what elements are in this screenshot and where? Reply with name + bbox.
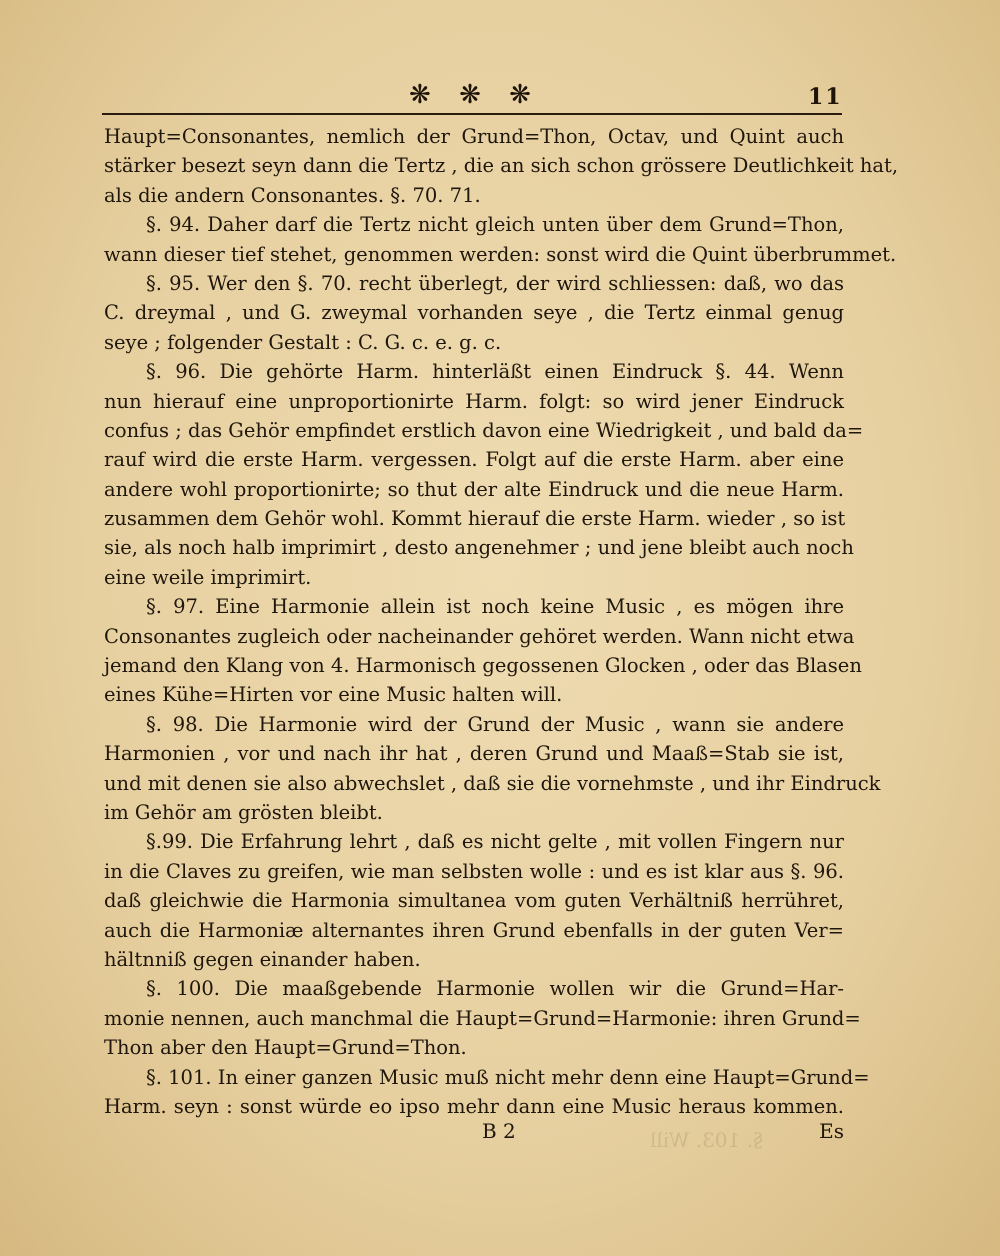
signature-mark: B 2	[482, 1119, 516, 1143]
paragraph-99-start: §.99. Die Erfahrung lehrt , daß es nicht gelte , mit vollen Fingern nur	[146, 830, 844, 854]
text-line: wann dieser tief stehet, genommen werden: sonst wird die Quint überbrummet.	[104, 242, 897, 266]
text-line: auch die Harmoniæ alternantes ihren Grund ebenfalls in der guten Ver=	[104, 918, 844, 942]
paragraph-101-start: §. 101. In einer ganzen Music muß nicht mehr denn eine Haupt=Grund=	[146, 1065, 870, 1089]
paragraph-100-start: §. 100. Die maaßgebende Harmonie wollen wir die Grund=Har-	[146, 977, 844, 1001]
text-line: stärker besezt seyn dann die Tertz , die an sich schon grössere Deutlichkeit hat,	[104, 154, 899, 178]
text-line: als die andern Consonantes. §. 70. 71.	[104, 183, 481, 207]
text-line: und mit denen sie also abwechslet , daß sie die vornehmste , und ihr Eindruck	[104, 771, 881, 795]
paragraph-94-start: §. 94. Daher darf die Tertz nicht gleich unten über dem Grund=Thon,	[146, 213, 844, 237]
header-rule	[102, 113, 842, 115]
text-line: Haupt=Consonantes, nemlich der Grund=Thon, Octav, und Quint auch	[104, 125, 844, 148]
text-line: zusammen dem Gehör wohl. Kommt hierauf die erste Harm. wieder , so ist	[104, 507, 846, 531]
text-line: im Gehör am grösten bleibt.	[104, 800, 383, 824]
text-line: eines Kühe=Hirten vor eine Music halten will.	[104, 683, 563, 707]
text-line: in die Claves zu greifen, wie man selbsten wolle : und es ist klar aus §. 96.	[104, 859, 844, 883]
text-line: confus ; das Gehör empfindet erstlich davon eine Wiedrigkeit , und bald da=	[104, 418, 864, 442]
text-line: Thon aber den Haupt=Grund=Thon.	[104, 1036, 467, 1060]
bleedthrough-text: §. 103. Will	[650, 1128, 763, 1152]
text-line: seye ; folgender Gestalt : C. G. c. e. g. c.	[104, 330, 502, 354]
paragraph-95-start: §. 95. Wer den §. 70. recht überlegt, der wird schliessen: daß, wo das	[146, 271, 844, 295]
text-line: sie, als noch halb imprimirt , desto angenehmer ; und jene bleibt auch noch	[104, 536, 854, 560]
header-ornament: ❋ ❋ ❋	[409, 80, 541, 110]
paragraph-98-start: §. 98. Die Harmonie wird der Grund der Music , wann sie andere	[146, 712, 844, 736]
text-line: andere wohl proportionirte; so thut der alte Eindruck und die neue Harm.	[104, 477, 844, 501]
text-line: hältnniß gegen einander haben.	[104, 947, 421, 971]
text-line: Consonantes zugleich oder nacheinander gehöret werden. Wann nicht etwa	[104, 624, 855, 648]
text-line: eine weile imprimirt.	[104, 565, 312, 589]
text-line: Harmonien , vor und nach ihr hat , deren Grund und Maaß=Stab sie ist,	[104, 742, 844, 766]
text-line: C. dreymal , und G. zweymal vorhanden seye , die Tertz einmal genug	[104, 301, 844, 325]
text-line: jemand den Klang von 4. Harmonisch gegossenen Glocken , oder das Blasen	[104, 654, 862, 678]
page-number: 11	[808, 84, 843, 110]
text-line: monie nennen, auch manchmal die Haupt=Grund=Harmonie: ihren Grund=	[104, 1006, 861, 1030]
text-line: rauf wird die erste Harm. vergessen. Folgt auf die erste Harm. aber eine	[104, 448, 844, 472]
catchword: Es	[819, 1119, 844, 1143]
page-text	[104, 122, 899, 1121]
paragraph-96-start: §. 96. Die gehörte Harm. hinterläßt einen Eindruck §. 44. Wenn	[146, 360, 844, 384]
paragraph-97-start: §. 97. Eine Harmonie allein ist noch keine Music , es mögen ihre	[146, 595, 844, 619]
text-line: Harm. seyn : sonst würde eo ipso mehr dann eine Music heraus kommen.	[104, 1094, 844, 1118]
text-line: daß gleichwie die Harmonia simultanea vom guten Verhältniß herrühret,	[104, 889, 844, 913]
text-line: nun hierauf eine unproportionirte Harm. folgt: so wird jener Eindruck	[104, 389, 844, 413]
